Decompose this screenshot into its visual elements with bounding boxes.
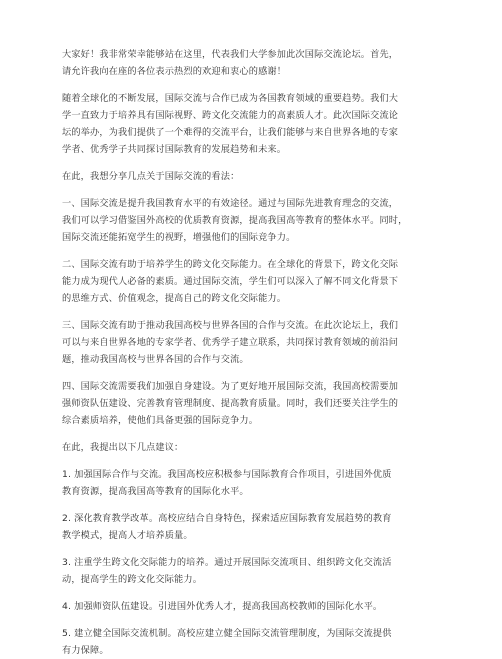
paragraph — [62, 90, 442, 158]
paragraph-line: 坛的举办，为我们提供了一个难得的交流平台，让我们能够与来自世界各地的专家 — [62, 127, 399, 138]
paragraph-line: 随着全球化的不断发展，国际交流与合作已成为各国教育领域的重要趋势。我们大 — [62, 93, 399, 104]
paragraph — [62, 256, 442, 307]
paragraph-line: 动，提高学生的跨文化交际能力。 — [62, 574, 203, 585]
paragraph-line: 综合素质培养，使他们具备更强的国际竞争力。 — [62, 415, 259, 426]
paragraph-line: 有力保障。 — [62, 645, 109, 656]
paragraph-line: 教学模式，提高人才培养质量。 — [62, 530, 193, 541]
paragraph-line: 2. 深化教育教学改革。高校应结合自身特色，探索适应国际教育发展趋势的教育 — [62, 513, 392, 524]
paragraph-list — [62, 46, 442, 659]
paragraph — [62, 46, 442, 80]
paragraph-line: 在此，我想分享几点关于国际交流的看法： — [62, 171, 240, 182]
paragraph — [62, 510, 442, 544]
paragraph-line: 学者、优秀学子共同探讨国际教育的发展趋势和未来。 — [62, 144, 287, 155]
paragraph-line: 学一直致力于培养具有国际视野、跨文化交流能力的高素质人才。此次国际交流论 — [62, 110, 399, 121]
paragraph-line: 强师资队伍建设、完善教育管理制度、提高教育质量。同时，我们还要关注学生的 — [62, 398, 399, 409]
paragraph-line: 可以与来自世界各地的专家学者、优秀学子建立联系，共同探讨教育领域的前沿问 — [62, 337, 399, 348]
paragraph-line: 四、国际交流需要我们加强自身建设。为了更好地开展国际交流，我国高校需要加 — [62, 381, 399, 392]
paragraph-line: 题，推动我国高校与世界各国的合作与交流。 — [62, 354, 249, 365]
paragraph-line: 国际交流还能拓宽学生的视野，增强他们的国际竞争力。 — [62, 232, 296, 243]
paragraph-line: 在此，我提出以下几点建议： — [62, 442, 184, 453]
paragraph-line: 我们可以学习借鉴国外高校的优质教育资源，提高我国高等教育的整体水平。同时， — [62, 215, 408, 226]
paragraph-line: 3. 注重学生跨文化交际能力的培养。通过开展国际交流项目、组织跨文化交流活 — [62, 557, 392, 568]
paragraph-line: 1. 加强国际合作与交流。我国高校应积极参与国际教育合作项目，引进国外优质 — [62, 469, 392, 480]
paragraph-line: 5. 建立健全国际交流机制。高校应建立健全国际交流管理制度，为国际交流提供 — [62, 628, 392, 639]
paragraph-line: 能力成为现代人必备的素质。通过国际交流，学生们可以深入了解不同文化背景下 — [62, 276, 399, 287]
paragraph-line: 4. 加强师资队伍建设。引进国外优秀人才，提高我国高校教师的国际化水平。 — [62, 601, 383, 612]
paragraph-line: 教育资源，提高我国高等教育的国际化水平。 — [62, 486, 249, 497]
paragraph — [62, 554, 442, 588]
paragraph — [62, 466, 442, 500]
paragraph-line: 二、国际交流有助于培养学生的跨文化交际能力。在全球化的背景下，跨文化交际 — [62, 259, 399, 270]
document-body — [62, 36, 442, 659]
paragraph-line: 请允许我向在座的各位表示热烈的欢迎和衷心的感谢！ — [62, 66, 287, 77]
paragraph — [62, 439, 442, 456]
paragraph — [62, 625, 442, 659]
paragraph — [62, 598, 442, 615]
paragraph — [62, 168, 442, 185]
paragraph-line: 大家好！我非常荣幸能够站在这里，代表我们大学参加此次国际交流论坛。首先， — [62, 49, 399, 60]
paragraph — [62, 317, 442, 368]
paragraph — [62, 378, 442, 429]
paragraph-line: 一、国际交流是提升我国教育水平的有效途径。通过与国际先进教育理念的交流， — [62, 198, 399, 209]
paragraph-line: 的思维方式、价值观念，提高自己的跨文化交际能力。 — [62, 293, 287, 304]
paragraph — [62, 195, 442, 246]
paragraph-line: 三、国际交流有助于推动我国高校与世界各国的合作与交流。在此次论坛上，我们 — [62, 320, 399, 331]
